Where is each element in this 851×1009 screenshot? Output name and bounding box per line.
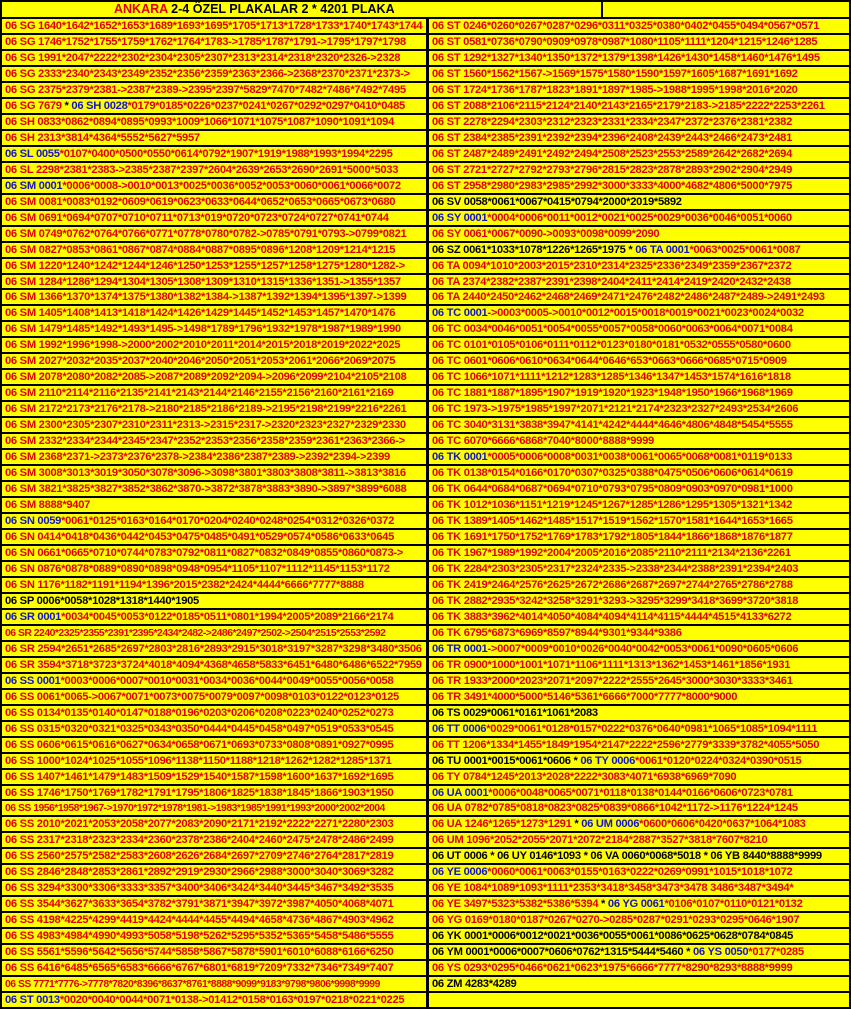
plate-segment: 06 TY 0784*1245*2013*2028*2222*3083*4071*6938*6969*7090 [432, 770, 737, 783]
table-row [429, 51, 849, 67]
plate-segment: 06 TK 2882*2935*3242*3258*3291*3293->3295*3299*3418*3699*3720*3818 [432, 594, 799, 607]
table-row [2, 690, 426, 706]
table-row [429, 530, 849, 546]
table-row [2, 195, 426, 211]
plate-segment: 06 SN 0414*0418*0436*0442*0453*0475*0485*0491*0529*0574*0586*0633*0645 [5, 531, 394, 543]
table-row [429, 243, 849, 259]
table-row [2, 179, 426, 195]
table-row [2, 211, 426, 227]
table-row [429, 370, 849, 386]
table-row [429, 498, 849, 514]
plate-segment: 06 SZ 0061*1033*1078*1226*1265*1975 * [432, 243, 636, 256]
plate-segment: 06 SS 3294*3300*3306*3333*3357*3400*3406*3424*3440*3445*3467*3492*3535 [5, 882, 394, 895]
plate-segment: 06 SS 0001 [5, 674, 61, 687]
table-row [2, 578, 426, 594]
plate-segment: 06 TR 0001 [432, 642, 488, 655]
plate-segment: 06 YG 0061 [607, 898, 665, 911]
table-row [429, 801, 849, 817]
plate-segment: 06 TT 1206*1334*1455*1849*1954*2147*2222*2596*2779*3339*3782*4055*5050 [432, 738, 820, 751]
table-row [429, 259, 849, 275]
table-row [429, 450, 849, 466]
table-row [2, 386, 426, 402]
title-divider-line [601, 2, 603, 17]
plate-segment: 06 SH 0028 [71, 99, 128, 112]
plate-segment: 06 SS 0134*0135*0140*0147*0188*0196*0203*0206*0208*0223*0240*0252*0273 [5, 706, 394, 719]
plate-segment: 06 SN 1176*1182*1191*1194*1396*2015*2382*2424*4444*6666*7777*8888 [5, 578, 364, 591]
plate-segment: 06 SM 2332*2334*2344*2345*2347*2352*2353*2356*2358*2359*2361*2363*2366-> [5, 435, 405, 448]
plate-segment: * [601, 898, 608, 911]
table-row [2, 147, 426, 163]
table-row [429, 690, 849, 706]
plate-segment: 06 TC 3040*3131*3838*3947*4141*4242*4444*4646*4806*4848*5454*5555 [432, 419, 793, 432]
plate-segment: 06 SR 2240*2325*2355*2391*2395*2434*2482->2486*2497*2502->2504*2515*2553*2592 [5, 627, 386, 639]
table-row [429, 354, 849, 370]
plate-segment: 06 TC 0001 [432, 307, 488, 320]
table-row [2, 897, 426, 913]
plate-segment: 06 SS 5561*5596*5642*5656*5744*5858*5867*5878*5901*6010*6088*6166*6250 [5, 946, 394, 959]
table-row [2, 610, 426, 626]
plate-segment: 06 SM 0001 [5, 179, 63, 192]
plate-segment: 06 ZM 4283*4289 [432, 978, 517, 991]
table-row [2, 434, 426, 450]
table-row [429, 306, 849, 322]
table-row [2, 290, 426, 306]
table-row [2, 51, 426, 67]
plate-segment: 06 YS 0293*0295*0466*0621*0623*1975*6666*7777*8290*8293*8888*9999 [432, 962, 793, 975]
table-row [429, 961, 849, 977]
table-row [2, 338, 426, 354]
page-title: 2-4 ÖZEL PLAKALAR 2 * 4201 PLAKA [167, 2, 395, 16]
table-row [2, 19, 426, 35]
plate-segment: 06 SM 3821*3825*3827*3852*3862*3870->3872*3878*3883*3890->3897*3899*6088 [5, 483, 407, 496]
plate-segment: 06 SS 4198*4225*4299*4419*4424*4444*4455*4494*4658*4736*4867*4903*4962 [5, 914, 394, 927]
plate-segment: 06 TR 1933*2000*2023*2071*2097*2222*2555*2645*3000*3030*3333*3461 [432, 674, 793, 687]
table-row [429, 338, 849, 354]
plate-column-right [426, 19, 849, 1007]
plate-segment: 06 SN 0661*0665*0710*0744*0783*0792*0811*0827*0832*0849*0855*0860*0873-> [5, 546, 404, 559]
plate-segment: 06 SP 0006*0058*1028*1318*1440*1905 [5, 594, 199, 607]
plate-segment: 06 UT 0006 * 06 UY 0146*1093 * 06 VA 0060*0068*5018 * 06 YB 8440*8888*9999 [432, 850, 822, 863]
plate-segment: 06 SN 0876*0878*0889*0890*0898*0948*0954*1105*1107*1112*1145*1153*1172 [5, 562, 390, 575]
table-row [2, 961, 426, 977]
table-row [429, 67, 849, 83]
plate-segment: 06 SM 0691*0694*0707*0710*0711*0713*019*0720*0723*0724*0727*0741*0744 [5, 211, 389, 224]
table-row [429, 913, 849, 929]
plate-column-left [2, 19, 426, 1007]
plate-segment: 06 TA 2440*2450*2462*2468*2469*2471*2476*2482*2486*2487*2489->2491*2493 [432, 291, 825, 304]
plate-segment: *0005*0006*0008*0031*0038*0061*0065*0068*0081*0119*0133 [487, 451, 793, 464]
table-row [429, 386, 849, 402]
plate-segment: 06 SL 0055 [5, 147, 60, 160]
plate-segment: 06 SR 0001 [5, 610, 62, 623]
plate-segment: 06 UM 1096*2052*2055*2071*2072*2184*2887*3527*3818*7607*8210 [432, 834, 768, 847]
plate-segment: 06 ST 1292*1327*1340*1350*1372*1379*1398*1426*1430*1458*1460*1476*1495 [432, 51, 820, 64]
table-row [2, 754, 426, 770]
plate-segment: 06 SY 0001 [432, 211, 488, 224]
table-row [2, 674, 426, 690]
table-row [429, 466, 849, 482]
table-row [2, 913, 426, 929]
plate-segment: 06 TK 2284*2303*2305*2317*2324*2335->2338*2344*2388*2391*2394*2403 [432, 562, 799, 575]
table-row [429, 881, 849, 897]
plate-segment: 06 TC 1973->1975*1985*1997*2071*2121*2174*2323*2327*2493*2534*2606 [432, 403, 799, 416]
table-row [2, 306, 426, 322]
table-row [429, 131, 849, 147]
table-row [2, 243, 426, 259]
table-row [429, 594, 849, 610]
table-row [2, 115, 426, 131]
table-row [2, 833, 426, 849]
table-row [2, 562, 426, 578]
table-row [2, 546, 426, 562]
plate-segment: 06 UA 0782*0785*0818*0823*0825*0839*0866*1042*1172->1176*1224*1245 [432, 802, 798, 815]
table-row [429, 83, 849, 99]
plate-segment: * [64, 99, 72, 112]
table-row [2, 817, 426, 833]
plate-segment: 06 ST 2721*2727*2792*2793*2796*2815*2823*2878*2893*2902*2904*2949 [432, 163, 793, 176]
plate-segment: 06 TT 0006 [432, 722, 487, 735]
plate-segment: 06 SM 2078*2080*2082*2085->2087*2089*2092*2094->2096*2099*2104*2105*2108 [5, 371, 407, 384]
table-row [429, 786, 849, 802]
plate-segment: 06 SM 2110*2114*2116*2135*2141*2143*2144*2146*2155*2156*2160*2161*2169 [5, 387, 394, 400]
table-row [429, 418, 849, 434]
table-row [2, 35, 426, 51]
plate-segment: 06 SG 1746*1752*1755*1759*1762*1764*1783->1785*1787*1791->1795*1797*1798 [5, 35, 406, 48]
table-row [429, 945, 849, 961]
title-bar [2, 2, 849, 19]
table-row [429, 817, 849, 833]
plate-segment: *0179*0185*0226*0237*0241*0267*0292*0297*0410*0485 [127, 99, 405, 112]
plate-segment: 06 SG 2375*2379*2381->2387*2389->2395*2397*5829*7470*7482*7486*7492*7495 [5, 83, 406, 96]
plate-segment: 06 SM 1220*1240*1242*1244*1246*1250*1253*1255*1257*1258*1275*1280*1282-> [5, 259, 405, 272]
plate-segment: 06 SS 0061*0065->0067*0071*0073*0075*0079*0097*0098*0103*0122*0123*0125 [5, 690, 399, 703]
plate-segment: 06 SL 2298*2381*2383->2385*2387*2397*2604*2639*2653*2690*2691*5000*5033 [5, 163, 399, 176]
plate-segment: 06 SM 2368*2371->2373*2376*2378->2384*2386*2387*2389->2392*2394->2399 [5, 451, 390, 464]
table-row [2, 163, 426, 179]
plate-segment: 06 SV 0058*0061*0067*0415*0794*2000*2019*5892 [432, 195, 682, 208]
plate-segment: 06 SM 2172*2173*2176*2178->2180*2185*2186*2189->2195*2198*2199*2216*2261 [5, 403, 407, 416]
table-row [429, 849, 849, 865]
table-row [429, 195, 849, 211]
plate-segment: *0006*0008->0010*0013*0025*0036*0052*0053*0060*0061*0066*0072 [62, 179, 401, 192]
table-row [429, 482, 849, 498]
plate-segment: 06 SG 7679 [5, 99, 65, 112]
table-row [429, 322, 849, 338]
table-row [2, 849, 426, 865]
table-row [2, 642, 426, 658]
plate-segment: 06 SG 2333*2340*2343*2349*2352*2356*2359*2363*2366->2368*2370*2371*2373-> [5, 67, 410, 80]
table-row [2, 514, 426, 530]
table-row [429, 642, 849, 658]
plate-segment: 06 SS 2317*2318*2323*2334*2360*2378*2386*2404*2460*2475*2478*2486*2499 [5, 834, 394, 847]
table-row [429, 211, 849, 227]
plate-segment: 06 SS 0606*0615*0616*0627*0634*0658*0671*0693*0733*0808*0891*0927*0995 [5, 738, 394, 751]
plate-segment: 06 YE 1084*1089*1093*1111*2353*3418*3458*3473*3478 3486*3487*3494* [432, 882, 794, 895]
plate-segment: *0006*0048*0065*0071*0118*0138*0144*0166*0606*0723*0781 [488, 786, 793, 799]
plate-segment: 06 UA 0001 [432, 786, 489, 799]
table-row [429, 674, 849, 690]
plate-segment: 06 SM 0827*0853*0861*0867*0874*0884*0887*0895*0896*1208*1209*1214*1215 [5, 243, 396, 256]
plate-segment: *0061*0120*0224*0324*0390*0515 [635, 754, 802, 767]
plate-segment: 06 TK 1012*1036*1151*1219*1245*1267*1285*1286*1295*1305*1321*1342 [432, 499, 793, 512]
plate-segment: *0003*0006*0007*0010*0031*0034*0036*0044*0049*0055*0056*0058 [60, 674, 394, 687]
plate-segment: ->0007*0009*0010*0026*0040*0042*0053*0061*0090*0605*0606 [487, 642, 799, 655]
plate-segment: 06 TU 0001*0015*0061*0606 * [432, 754, 581, 767]
table-row [429, 546, 849, 562]
table-row [2, 354, 426, 370]
table-row [2, 99, 426, 115]
plate-segment: 06 TK 0644*0684*0687*0694*0710*0793*0795*0809*0903*0970*0981*1000 [432, 483, 793, 496]
plate-segment: 06 TC 6070*6666*6868*7040*8000*8888*9999 [432, 435, 654, 448]
plate-segment: 06 ST 2487*2489*2491*2492*2494*2508*2523*2553*2589*2642*2682*2694 [432, 147, 793, 160]
plate-segment: 06 YK 0001*0006*0012*0021*0036*0055*0061*0086*0625*0628*0784*0845 [432, 930, 794, 943]
table-row [429, 290, 849, 306]
plate-segment: *0063*0025*0061*0087 [689, 243, 801, 256]
table-row [2, 801, 426, 817]
table-row [429, 626, 849, 642]
plate-segment: 06 TA 0094*1010*2003*2015*2310*2314*2325*2336*2349*2359*2367*2372 [432, 259, 792, 272]
table-row [2, 626, 426, 642]
table-row [2, 498, 426, 514]
plate-segment: 06 ST 0581*0736*0790*0909*0978*0987*1080*1105*1111*1204*1215*1246*1285 [432, 35, 818, 48]
table-row [429, 610, 849, 626]
table-row [2, 418, 426, 434]
plate-segment: 06 ST 1560*1562*1567->1569*1575*1580*1590*1597*1605*1687*1691*1692 [432, 67, 798, 80]
plate-segment: 06 SS 1956*1958*1967->1970*1972*1978*1981->1983*1985*1991*1993*2000*2002*2004 [5, 803, 385, 815]
plate-segment: 06 SM 3008*3013*3019*3050*3078*3096->3098*3801*3803*3808*3811->3813*3816 [5, 467, 406, 480]
plate-segment: 06 TC 0601*0606*0610*0634*0644*0646*653*0663*0666*0685*0715*0909 [432, 355, 787, 368]
plate-segment: 06 YS 0050 [693, 946, 749, 959]
plate-segment: 06 SH 0833*0862*0894*0895*0993*1009*1066*1071*1075*1087*1090*1091*1094 [5, 115, 394, 128]
plate-segment: 06 ST 2088*2106*2115*2124*2140*2143*2165*2179*2183->2185*2222*2253*2261 [432, 99, 825, 112]
table-row [2, 977, 426, 993]
plate-segment: 06 TC 0101*0105*0106*0111*0112*0123*0180*0181*0532*0555*0580*0600 [432, 339, 791, 352]
plate-segment: 06 TK 0001 [432, 451, 488, 464]
table-row [429, 993, 849, 1007]
plate-segment: *0029*0061*0128*0157*0222*0376*0640*0981*1065*1085*1094*1111 [486, 722, 818, 735]
table-row [2, 450, 426, 466]
plate-segment: 06 TK 0138*0154*0166*0170*0307*0325*0388*0475*0506*0606*0614*0619 [432, 467, 793, 480]
table-row [2, 706, 426, 722]
plate-segment: 06 SS 7771*7776->7778*7820*8396*8637*8761*8888*9099*9183*9798*9806*9998*9999 [5, 979, 380, 991]
plate-segment: 06 SY 0061*0067*0090->0093*0098*0099*2090 [432, 227, 660, 240]
plate-segment: 06 TC 0034*0046*0051*0054*0055*0057*0058*0060*0063*0064*0071*0084 [432, 323, 793, 336]
plate-segment: 06 ST 0246*0260*0267*0287*0296*0311*0325*0380*0402*0455*0494*0567*0571 [432, 20, 820, 32]
plate-segment: 06 TA 2374*2382*2387*2391*2398*2404*2411*2414*2419*2420*2432*2438 [432, 275, 791, 288]
plate-segment: 06 TA 0001 [635, 243, 690, 256]
plate-segment: 06 ST 2958*2980*2983*2985*2992*3000*3333*4000*4682*4806*5000*7975 [432, 179, 793, 192]
plate-segment: 06 SG 1640*1642*1652*1653*1689*1693*1695*1705*1713*1728*1733*1740*1743*1744 [5, 20, 423, 32]
plate-segment: 06 SS 2560*2575*2582*2583*2608*2626*2684*2697*2709*2746*2764*2817*2819 [5, 850, 394, 863]
table-row [429, 35, 849, 51]
plate-segment: 06 TY 0006 [580, 754, 636, 767]
table-row [2, 530, 426, 546]
plate-segment: 06 SS 3544*3627*3633*3654*3782*3791*3871*3947*3972*3987*4050*4068*4071 [5, 898, 394, 911]
plate-segment: 06 YG 0169*0180*0187*0267*0270->0285*0287*0291*0293*0295*0646*1907 [432, 914, 800, 927]
table-row [2, 402, 426, 418]
table-row [429, 929, 849, 945]
plate-segment: 06 SM 2027*2032*2035*2037*2040*2046*2050*2051*2053*2061*2066*2069*2075 [5, 355, 396, 368]
plate-segment: 06 SS 2846*2848*2853*2861*2892*2919*2930*2966*2988*3000*3040*3069*3282 [5, 866, 394, 879]
table-row [2, 881, 426, 897]
table-row [2, 658, 426, 674]
table-row [2, 259, 426, 275]
plate-segment: 06 TK 6795*6873*6969*8597*8944*9301*9344*9386 [432, 626, 682, 639]
table-row [429, 179, 849, 195]
table-row [2, 945, 426, 961]
plate-segment: 06 TC 1881*1887*1895*1907*1919*1920*1923*1948*1950*1966*1968*1969 [432, 387, 793, 400]
table-row [2, 322, 426, 338]
plate-segment: 06 SM 1284*1286*1294*1304*1305*1308*1309*1310*1315*1336*1351->1355*1357 [5, 275, 401, 288]
table-row [429, 977, 849, 993]
table-row [2, 929, 426, 945]
table-row [429, 722, 849, 738]
table-row [2, 770, 426, 786]
plate-segment: 06 SN 0059 [5, 515, 62, 528]
table-row [429, 275, 849, 291]
table-row [429, 833, 849, 849]
plate-segment: 06 SS 1000*1024*1025*1055*1096*1138*1150*1188*1218*1262*1282*1285*1371 [5, 754, 392, 767]
table-row [429, 738, 849, 754]
plate-segment: 06 YE 0006 [432, 866, 488, 879]
table-row [2, 482, 426, 498]
plate-segment: 06 SS 0315*0320*0321*0325*0343*0350*0444*0445*0458*0497*0519*0533*0545 [5, 722, 394, 735]
plate-segment: *0600*0606*0420*0637*1064*1083 [639, 818, 806, 831]
plate-segment: 06 TC 1066*1071*1111*1212*1283*1285*1346*1347*1453*1574*1616*1818 [432, 371, 791, 384]
plate-segment: 06 SM 8888*9407 [5, 499, 91, 512]
table-row [2, 722, 426, 738]
plate-segment: 06 ST 2384*2385*2391*2392*2394*2396*2408*2439*2443*2466*2473*2481 [432, 131, 793, 144]
plate-segment: 06 TK 1967*1989*1992*2004*2005*2016*2085*2110*2111*2134*2136*2261 [432, 546, 791, 559]
plate-segment: *0106*0107*0110*0121*0132 [664, 898, 803, 911]
plate-segment: 06 UM 0006 [581, 818, 640, 831]
table-row [429, 754, 849, 770]
table-row [429, 434, 849, 450]
table-row [2, 993, 426, 1007]
plate-segment: 06 SM 2300*2305*2307*2310*2311*2313->2315*2317->2320*2323*2327*2329*2330 [5, 419, 406, 432]
city-name: ANKARA [114, 2, 168, 16]
plate-segment: 06 SG 1991*2047*2222*2302*2304*2305*2307*2313*2314*2318*2320*2326->2328 [5, 51, 401, 64]
plate-segment: 06 SS 6416*6485*6565*6583*6666*6767*6801*6819*7209*7332*7346*7349*7407 [5, 962, 394, 975]
plate-segment: 06 SM 1366*1370*1374*1375*1380*1382*1384->1387*1392*1394*1395*1397->1399 [5, 291, 407, 304]
plate-segment: *0034*0045*0053*0122*0185*0511*0801*1994*2005*2089*2166*2174 [61, 610, 394, 623]
table-row [2, 275, 426, 291]
table-row [429, 115, 849, 131]
table-row [2, 786, 426, 802]
plate-segment: 06 SM 1992*1996*1998->2000*2002*2010*2011*2014*2015*2018*2019*2022*2025 [5, 339, 401, 352]
table-row [429, 770, 849, 786]
plate-segment: 06 SS 1746*1750*1769*1782*1791*1795*1806*1825*1838*1845*1866*1903*1950 [5, 786, 394, 799]
table-row [2, 67, 426, 83]
plate-segment: 06 UA 1246*1265*1273*1291 [432, 818, 575, 831]
plate-segment: 06 ST 0013 [5, 994, 60, 1007]
table-row [2, 370, 426, 386]
table-row [429, 514, 849, 530]
plate-segment: 06 YE 3497*5323*5382*5386*5394 [432, 898, 602, 911]
table-row [2, 83, 426, 99]
plate-segment: 06 TK 2419*2464*2576*2625*2672*2686*2687*2697*2744*2765*2786*2788 [432, 578, 793, 591]
plate-segment: *0060*0061*0063*0155*0163*0222*0269*0991*1015*1018*1072 [487, 866, 793, 879]
table-row [429, 99, 849, 115]
plate-segment: 06 SM 0749*0762*0764*0766*0771*0778*0780*0782->0785*0791*0793->0799*0821 [5, 227, 407, 240]
plate-segment: 06 ST 2278*2294*2303*2312*2323*2331*2334*2347*2372*2376*2381*2382 [432, 115, 793, 128]
plate-segment: 06 TK 3883*3962*4014*4050*4084*4094*4114*4115*4444*4515*4133*6272 [432, 610, 792, 623]
plate-segment: ->0003*0005->0010*0012*0015*0018*0019*0021*0023*0024*0032 [487, 307, 804, 320]
table-row [429, 658, 849, 674]
table-row [429, 706, 849, 722]
table-row [429, 19, 849, 35]
table-row [2, 594, 426, 610]
plate-segment: 06 SM 1479*1485*1492*1493*1495->1498*1789*1796*1932*1978*1987*1989*1990 [5, 323, 401, 336]
plate-table [2, 19, 849, 1007]
table-row [2, 227, 426, 243]
plate-segment: * [574, 818, 582, 831]
plate-segment: 06 TR 3491*4000*5000*5146*5361*6666*7000*7777*8000*9000 [432, 690, 738, 703]
table-row [429, 147, 849, 163]
plate-segment: 06 SS 1407*1461*1479*1483*1509*1529*1540*1587*1598*1600*1637*1692*1695 [5, 770, 394, 783]
table-row [2, 131, 426, 147]
table-row [429, 163, 849, 179]
table-row [2, 865, 426, 881]
plate-segment: 06 YM 0001*0006*0007*0606*0762*1315*5444*5460 * [432, 946, 693, 959]
plate-segment: 06 SS 4983*4984*4990*4993*5058*5198*5262*5295*5352*5365*5458*5486*5555 [5, 930, 394, 943]
plate-segment: 06 SH 2313*3814*4364*5552*5627*5957 [5, 131, 200, 144]
table-row [2, 738, 426, 754]
table-row [429, 578, 849, 594]
plate-segment: 06 SM 0081*0083*0192*0609*0619*0623*0633*0644*0652*0653*0665*0673*0680 [5, 195, 396, 208]
plate-segment: 06 SS 2010*2021*2053*2058*2077*2083*2090*2171*2192*2222*2271*2280*2303 [5, 818, 394, 831]
plate-segment: *0107*0400*0500*0550*0614*0792*1907*1919*1988*1993*1994*2295 [59, 147, 393, 160]
table-row [429, 227, 849, 243]
plate-segment: 06 TK 1389*1405*1462*1485*1517*1519*1562*1570*1581*1644*1653*1665 [432, 515, 793, 528]
table-row [2, 466, 426, 482]
plate-segment: 06 SR 3594*3718*3723*3724*4018*4094*4368*4658*5833*6451*6480*6486*6522*7959 [5, 658, 422, 671]
plate-segment: *0004*0006*0011*0012*0021*0025*0029*0036*0046*0051*0060 [487, 211, 792, 224]
plate-segment: *0061*0125*0163*0164*0170*0204*0240*0248*0254*0312*0326*0372 [61, 515, 394, 528]
plate-segment: 06 ST 1724*1736*1787*1823*1891*1897*1985->1988*1995*1998*2016*2020 [432, 83, 798, 96]
table-row [429, 562, 849, 578]
plate-segment: 06 SR 2594*2651*2685*2697*2803*2816*2893*2915*3018*3197*3287*3298*3480*3506 [5, 642, 422, 655]
table-row [429, 865, 849, 881]
table-row [429, 402, 849, 418]
plate-segment: 06 TS 0029*0061*0161*1061*2083 [432, 706, 598, 719]
plate-segment: 06 SM 1405*1408*1413*1418*1424*1426*1429*1445*1452*1453*1457*1470*1476 [5, 307, 396, 320]
plate-segment: *0177*0285 [748, 946, 804, 959]
plate-segment: 06 TR 0900*1000*1001*1071*1106*1111*1313*1362*1453*1461*1856*1931 [432, 658, 791, 671]
plate-segment: 06 TK 1691*1750*1752*1769*1783*1792*1805*1844*1866*1868*1876*1877 [432, 531, 793, 543]
plate-segment: *0020*0040*0044*0071*0138->01412*0158*0163*0197*0218*0221*0225 [59, 994, 405, 1007]
table-row [429, 897, 849, 913]
